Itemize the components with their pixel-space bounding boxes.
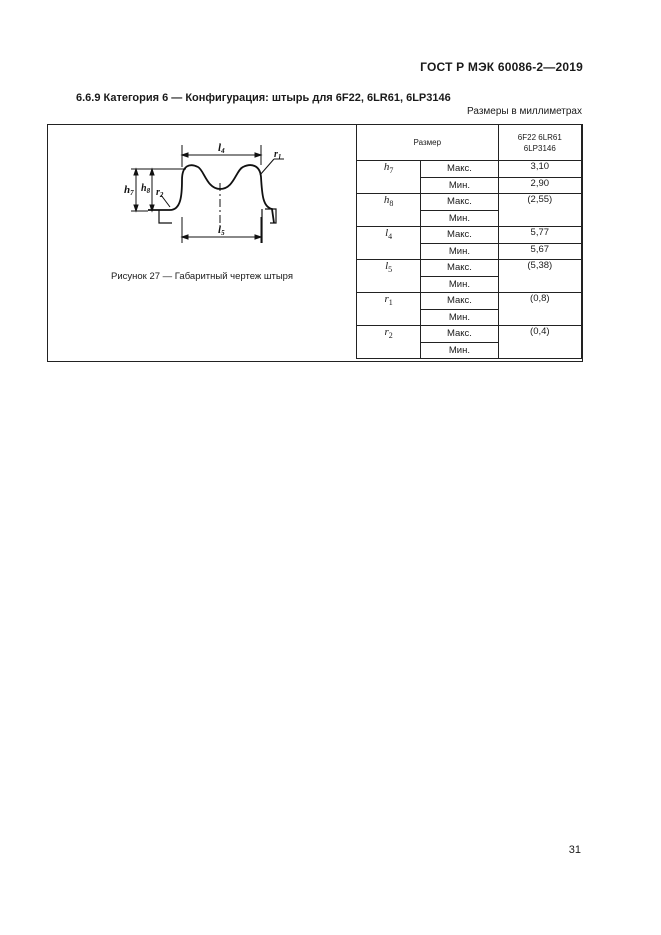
symbol-letter: h <box>383 161 390 173</box>
max-label: Макс. <box>421 326 498 343</box>
standard-designation: ГОСТ Р МЭК 60086-2—2019 <box>420 60 583 74</box>
max-label: Макс. <box>421 227 498 244</box>
dimension-symbol <box>357 194 421 227</box>
dimensions-body <box>357 161 582 359</box>
min-label: Мин. <box>421 276 498 293</box>
figure-area <box>48 125 356 361</box>
min-label: Мин. <box>421 309 498 326</box>
dimensions-table <box>356 124 582 359</box>
battery-types-header <box>498 125 581 161</box>
min-label: Мин. <box>421 210 498 227</box>
symbol-subscript: 2 <box>388 331 393 341</box>
symbol-letter: l <box>385 227 389 239</box>
figure-table-frame <box>47 124 583 362</box>
param-header: Размер <box>357 125 499 161</box>
max-label: Макс. <box>421 194 498 211</box>
label-r2: $r_2$ <box>156 187 164 199</box>
max-label: Макс. <box>421 260 498 277</box>
label-r1: $r_1$ <box>274 149 282 161</box>
section-title: 6.6.9 Категория 6 — Конфигурация: штырь для 6F22, 6LR61, 6LP3146 <box>76 92 451 104</box>
table-row <box>357 260 582 277</box>
max-value: (5,38) <box>498 260 581 293</box>
symbol-subscript: 8 <box>389 199 394 209</box>
max-value: (0,8) <box>498 293 581 326</box>
symbol-subscript: 7 <box>389 166 394 176</box>
max-label: Макс. <box>421 161 498 178</box>
symbol-letter: r <box>384 293 389 305</box>
dimension-symbol <box>357 260 421 293</box>
page-number: 31 <box>568 844 581 856</box>
symbol-subscript: 1 <box>388 298 393 308</box>
table-row <box>357 293 582 310</box>
pin-drawing <box>48 125 356 265</box>
label-l5: l5 <box>218 224 225 237</box>
dimension-symbol <box>357 326 421 359</box>
battery-types-line2: 6LP3146 <box>523 143 556 153</box>
min-value: 5,67 <box>498 243 581 260</box>
max-value: 3,10 <box>498 161 581 178</box>
symbol-letter: h <box>383 194 390 206</box>
max-value: 5,77 <box>498 227 581 244</box>
label-l4: l4 <box>218 142 225 155</box>
table-row <box>357 227 582 244</box>
table-header-row <box>357 125 582 161</box>
battery-types-line1: 6F22 6LR61 <box>517 132 562 142</box>
table-row <box>357 326 582 343</box>
units-note: Размеры в миллиметрах <box>467 106 582 117</box>
symbol-subscript: 5 <box>388 265 393 275</box>
min-value: 2,90 <box>498 177 581 194</box>
min-label: Мин. <box>421 342 498 359</box>
symbol-letter: l <box>385 260 389 272</box>
max-value: (2,55) <box>498 194 581 227</box>
dimension-symbol <box>357 161 421 194</box>
min-label: Мин. <box>421 177 498 194</box>
label-h8: $h_8$ <box>141 183 151 195</box>
dimension-symbol <box>357 227 421 260</box>
table-row <box>357 161 582 178</box>
max-value: (0,4) <box>498 326 581 359</box>
dimension-symbol <box>357 293 421 326</box>
figure-caption: Рисунок 27 — Габаритный чертеж штыря <box>110 271 294 282</box>
max-label: Макс. <box>421 293 498 310</box>
symbol-letter: r <box>384 326 389 338</box>
table-row <box>357 194 582 211</box>
min-label: Мин. <box>421 243 498 260</box>
label-h7: h7 <box>124 184 134 197</box>
symbol-subscript: 4 <box>388 232 393 242</box>
